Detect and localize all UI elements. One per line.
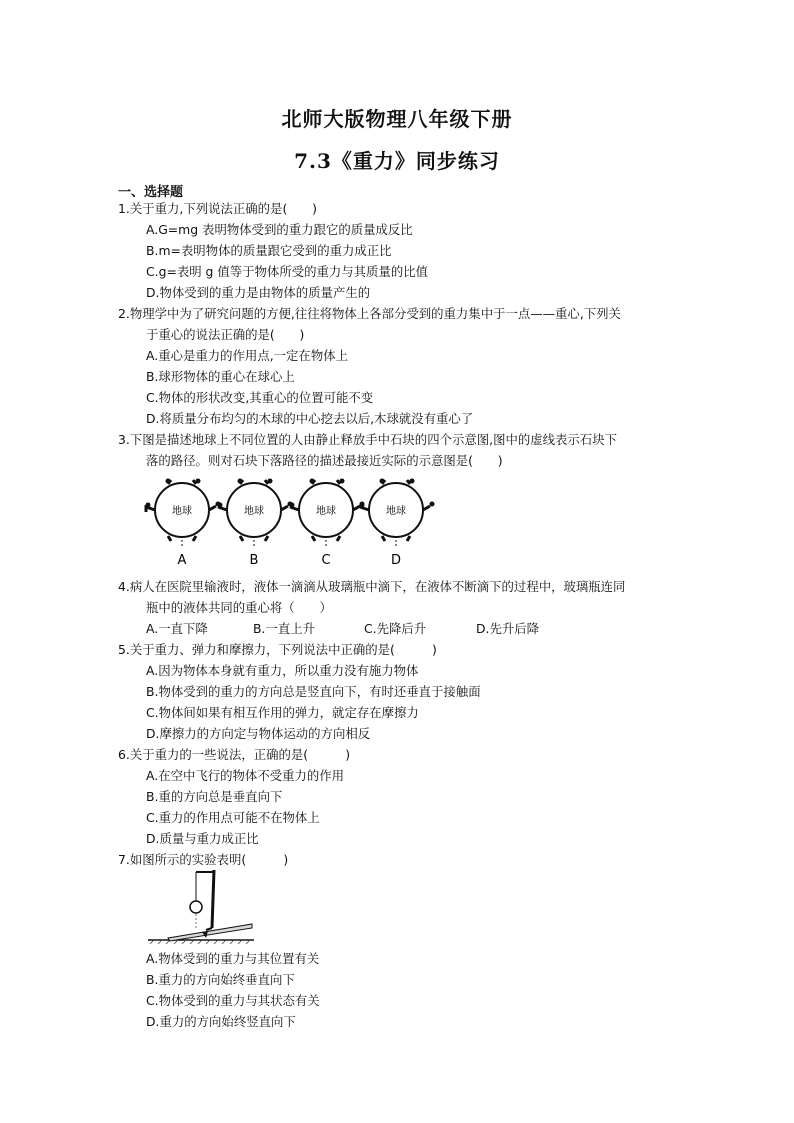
section-heading: 一、选择题 xyxy=(118,185,184,200)
question-6-option-d: D.质量与重力成正比 xyxy=(146,831,259,846)
question-3-stem-line1: 3.下图是描述地球上不同位置的人由静止释放手中石块的四个示意图,图中的虚线表示石块下 xyxy=(118,432,617,447)
figure-label-d: D xyxy=(390,553,402,568)
globe-d-label: 地球 xyxy=(386,506,406,517)
question-6-option-a: A.在空中飞行的物体不受重力的作用 xyxy=(146,768,345,783)
plumb-line-figure xyxy=(146,868,258,946)
question-7-option-a: A.物体受到的重力与其位置有关 xyxy=(146,951,320,966)
globe-d xyxy=(360,479,435,549)
question-1-option-a: A.G=mg 表明物体受到的重力跟它的质量成反比 xyxy=(146,222,413,237)
question-7-option-b: B.重力的方向始终垂直向下 xyxy=(146,972,295,987)
question-1-option-b: B.m=表明物体的质量跟它受到的重力成正比 xyxy=(146,243,392,258)
figure-label-a: A xyxy=(177,553,187,568)
globe-c-label: 地球 xyxy=(316,506,336,517)
question-2-option-a: A.重心是重力的作用点,一定在物体上 xyxy=(146,348,348,363)
question-7-stem: 7.如图所示的实验表明( ) xyxy=(118,852,289,867)
question-1-stem: 1.关于重力,下列说法正确的是( ) xyxy=(118,201,317,216)
question-6-option-b: B.重的方向总是垂直向下 xyxy=(146,789,283,804)
question-6-option-c: C.重力的作用点可能不在物体上 xyxy=(146,810,320,825)
question-2-option-d: D.将质量分布均匀的木球的中心挖去以后,木球就没有重心了 xyxy=(146,411,474,426)
question-6-stem: 6.关于重力的一些说法，正确的是( ) xyxy=(118,747,351,762)
question-7-option-c: C.物体受到的重力与其状态有关 xyxy=(146,993,320,1008)
question-5-option-b: B.物体受到的重力的方向总是竖直向下，有时还垂直于接触面 xyxy=(146,684,481,699)
question-2-option-b: B.球形物体的重心在球心上 xyxy=(146,369,295,384)
question-2-option-c: C.物体的形状改变,其重心的位置可能不变 xyxy=(146,390,374,405)
question-1-option-d: D.物体受到的重力是由物体的质量产生的 xyxy=(146,285,371,300)
globe-b xyxy=(218,479,293,549)
question-2-stem-line2: 于重心的说法正确的是( ) xyxy=(146,327,305,342)
question-4-stem-line1: 4.病人在医院里输液时，液体一滴滴从玻璃瓶中滴下，在液体不断滴下的过程中，玻璃瓶连同 xyxy=(118,579,626,594)
figure-label-b: B xyxy=(249,553,259,568)
question-4-option-a: A.一直下降 xyxy=(146,621,208,636)
earth-diagrams-figure xyxy=(140,478,440,574)
document-title: 北师大版物理八年级下册 xyxy=(281,107,513,131)
question-3-stem-line2: 落的路径。则对石块下落路径的描述最接近实际的示意图是( ) xyxy=(146,453,503,468)
question-5-option-d: D.摩擦力的方向定与物体运动的方向相反 xyxy=(146,726,371,741)
question-2-stem-line1: 2.物理学中为了研究问题的方便,往往将物体上各部分受到的重力集中于一点——重心,下列关 xyxy=(118,306,621,321)
globe-a-label: 地球 xyxy=(172,506,192,517)
globe-c xyxy=(290,479,365,549)
question-4-option-d: D.先升后降 xyxy=(476,621,540,636)
question-5-option-a: A.因为物体本身就有重力，所以重力没有施力物体 xyxy=(146,663,419,678)
question-5-stem: 5.关于重力、弹力和摩擦力，下列说法中正确的是( ) xyxy=(118,642,437,657)
question-7-option-d: D.重力的方向始终竖直向下 xyxy=(146,1014,296,1029)
question-4-stem-line2: 瓶中的液体共同的重心将（ ） xyxy=(146,600,332,615)
figure-label-c: C xyxy=(321,553,331,568)
globe-b-label: 地球 xyxy=(244,506,264,517)
document-subtitle: 7.3《重力》同步练习 xyxy=(294,149,500,173)
question-1-option-c: C.g=表明 g 值等于物体所受的重力与其质量的比值 xyxy=(146,264,429,279)
globe-a xyxy=(146,479,221,549)
question-5-option-c: C.物体间如果有相互作用的弹力，就定存在摩擦力 xyxy=(146,705,419,720)
question-4-option-b: B.一直上升 xyxy=(253,621,316,636)
question-4-option-c: C.先降后升 xyxy=(364,621,427,636)
